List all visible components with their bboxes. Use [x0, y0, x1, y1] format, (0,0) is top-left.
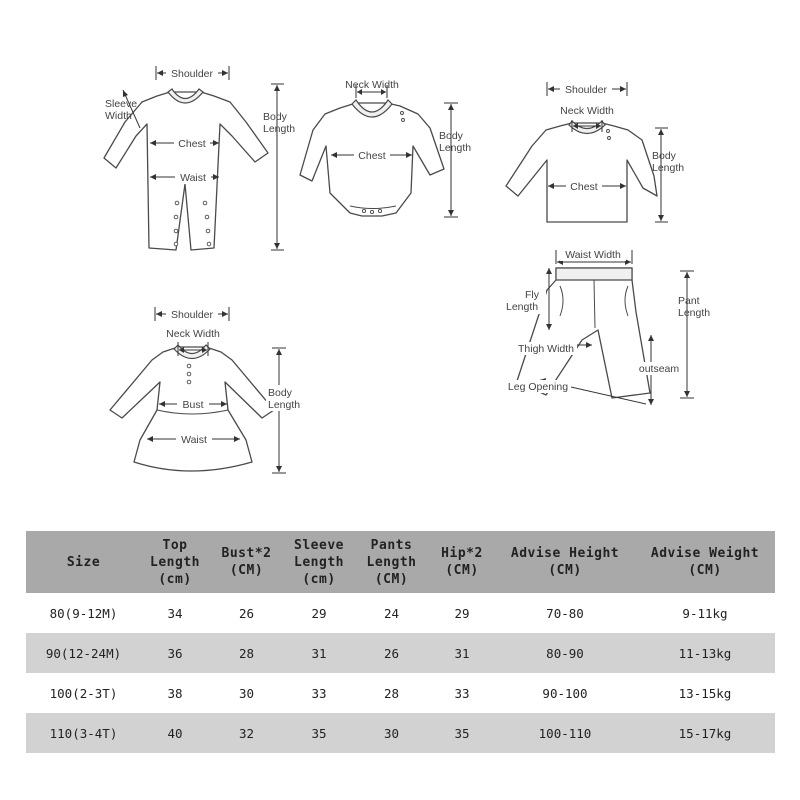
- bodysuit-snap: [378, 209, 381, 212]
- cell-sleeve-length: 29: [284, 593, 354, 633]
- pants-outline: [517, 268, 650, 398]
- cell-bust: 30: [209, 673, 284, 713]
- sweater-shoulder-button: [608, 137, 611, 140]
- arrow-head: [586, 342, 592, 348]
- romper-button: [205, 215, 209, 219]
- label-leg-opening: Leg Opening: [507, 381, 569, 393]
- cell-bust: 28: [209, 633, 284, 673]
- dress-button: [187, 364, 191, 368]
- cell-pants-length: 30: [354, 713, 429, 753]
- cell-top-length: 40: [141, 713, 209, 753]
- cell-hip: 29: [429, 593, 495, 633]
- cell-pants-length: 28: [354, 673, 429, 713]
- cell-advise-height: 90-100: [495, 673, 635, 713]
- label-chest: Chest: [570, 181, 598, 193]
- cell-advise-height: 70-80: [495, 593, 635, 633]
- label-thigh-width: Thigh Width: [517, 343, 575, 355]
- sweater-diagram: [506, 82, 684, 222]
- label-body-length-1: Body: [268, 387, 292, 399]
- label-neck-width: Neck Width: [166, 328, 220, 340]
- arrow-head: [156, 311, 162, 317]
- label-pant-length-1: Pant: [678, 295, 700, 307]
- bodysuit-snap: [370, 210, 373, 213]
- table-row: [26, 593, 775, 633]
- cell-top-length: 38: [141, 673, 209, 713]
- bodysuit-diagram: [300, 79, 471, 217]
- label-waist-width: Waist Width: [565, 249, 621, 261]
- label-body-length-1: Body: [652, 150, 676, 162]
- arrow-head: [274, 85, 280, 91]
- label-outseam: outseam: [638, 363, 680, 375]
- label-shoulder: Shoulder: [170, 309, 214, 321]
- size-chart-table: [26, 531, 775, 753]
- label-waist: Waist: [180, 172, 206, 184]
- cell-size: 80(9-12M): [26, 593, 141, 633]
- arrow-head: [684, 272, 690, 278]
- cell-advise-weight: 9-11kg: [635, 593, 775, 633]
- romper-button: [207, 242, 211, 246]
- arrow-head: [157, 70, 163, 76]
- label-sleeve-width-1: Sleeve: [105, 98, 138, 110]
- cell-size: 110(3-4T): [26, 713, 141, 753]
- label-neck-width: Neck Width: [560, 105, 614, 117]
- sweater-outline: [506, 123, 657, 222]
- label-sleeve-width-2: Width: [105, 110, 132, 122]
- arrow-head: [684, 391, 690, 397]
- label-chest: Chest: [178, 138, 206, 150]
- label-shoulder: Shoulder: [170, 68, 214, 80]
- label-waist: Waist: [181, 434, 207, 446]
- dress-button: [187, 380, 191, 384]
- dress-button: [187, 372, 191, 376]
- cell-top-length: 36: [141, 633, 209, 673]
- label-neck-width: Neck Width: [345, 79, 399, 91]
- arrow-head: [222, 311, 228, 317]
- label-body-length-2: Length: [268, 399, 301, 411]
- label-body-length-1: Body: [439, 130, 463, 142]
- arrow-head: [620, 86, 626, 92]
- header-bust: Bust*2 (CM): [209, 531, 284, 593]
- cell-advise-weight: 11-13kg: [635, 633, 775, 673]
- header-size: Size: [26, 531, 141, 593]
- table-row: [26, 633, 775, 673]
- arrow-head: [274, 243, 280, 249]
- cell-bust: 26: [209, 593, 284, 633]
- cell-hip: 35: [429, 713, 495, 753]
- arrow-head: [448, 104, 454, 110]
- arrow-head: [648, 399, 654, 405]
- dress-diagram: [110, 307, 306, 473]
- label-body-length-2: Length: [439, 142, 472, 154]
- cell-advise-height: 80-90: [495, 633, 635, 673]
- cell-hip: 31: [429, 633, 495, 673]
- header-advise-height: Advise Height (CM): [495, 531, 635, 593]
- header-sleeve-length: Sleeve Length (cm): [284, 531, 354, 593]
- bodysuit-snap: [362, 209, 365, 212]
- arrow-head: [658, 215, 664, 221]
- label-chest: Chest: [358, 150, 386, 162]
- cell-advise-height: 100-110: [495, 713, 635, 753]
- cell-size: 90(12-24M): [26, 633, 141, 673]
- pants-waistband: [556, 268, 632, 280]
- bodysuit-shoulder-snap: [402, 119, 405, 122]
- pants-diagram: [505, 248, 710, 405]
- cell-sleeve-length: 33: [284, 673, 354, 713]
- arrow-head: [448, 210, 454, 216]
- label-pant-length-2: Length: [678, 307, 711, 319]
- table-row: [26, 713, 775, 753]
- label-shoulder: Shoulder: [564, 84, 608, 96]
- cell-hip: 33: [429, 673, 495, 713]
- romper-button: [174, 242, 178, 246]
- header-top-length: Top Length (cm): [141, 531, 209, 593]
- label-bust: Bust: [182, 399, 204, 411]
- cell-sleeve-length: 35: [284, 713, 354, 753]
- header-pants-length: Pants Length (CM): [354, 531, 429, 593]
- label-body-length-2: Length: [263, 123, 296, 135]
- table-row: [26, 673, 775, 713]
- arrow-head: [658, 129, 664, 135]
- sweater-shoulder-button: [607, 130, 610, 133]
- romper-button: [203, 201, 207, 205]
- cell-top-length: 34: [141, 593, 209, 633]
- cell-size: 100(2-3T): [26, 673, 141, 713]
- arrow-head: [546, 268, 552, 274]
- bodysuit-shoulder-snap: [401, 112, 404, 115]
- cell-advise-weight: 15-17kg: [635, 713, 775, 753]
- arrow-head: [123, 90, 128, 97]
- romper-button: [175, 201, 179, 205]
- label-body-length-1: Body: [263, 111, 287, 123]
- romper-diagram: [104, 66, 295, 250]
- cell-bust: 32: [209, 713, 284, 753]
- arrow-head: [548, 86, 554, 92]
- cell-pants-length: 26: [354, 633, 429, 673]
- label-fly-length-2: Length: [506, 301, 539, 313]
- table-header-row: [26, 531, 775, 593]
- arrow-head: [648, 335, 654, 341]
- romper-button: [174, 229, 178, 233]
- header-hip: Hip*2 (CM): [429, 531, 495, 593]
- cell-advise-weight: 13-15kg: [635, 673, 775, 713]
- romper-button: [174, 215, 178, 219]
- label-body-length-2: Length: [652, 162, 685, 174]
- arrow-head: [276, 349, 282, 355]
- header-advise-weight: Advise Weight (CM): [635, 531, 775, 593]
- romper-button: [206, 229, 210, 233]
- cell-pants-length: 24: [354, 593, 429, 633]
- cell-sleeve-length: 31: [284, 633, 354, 673]
- arrow-head: [276, 466, 282, 472]
- arrow-head: [222, 70, 228, 76]
- label-fly-length-1: Fly: [525, 289, 539, 301]
